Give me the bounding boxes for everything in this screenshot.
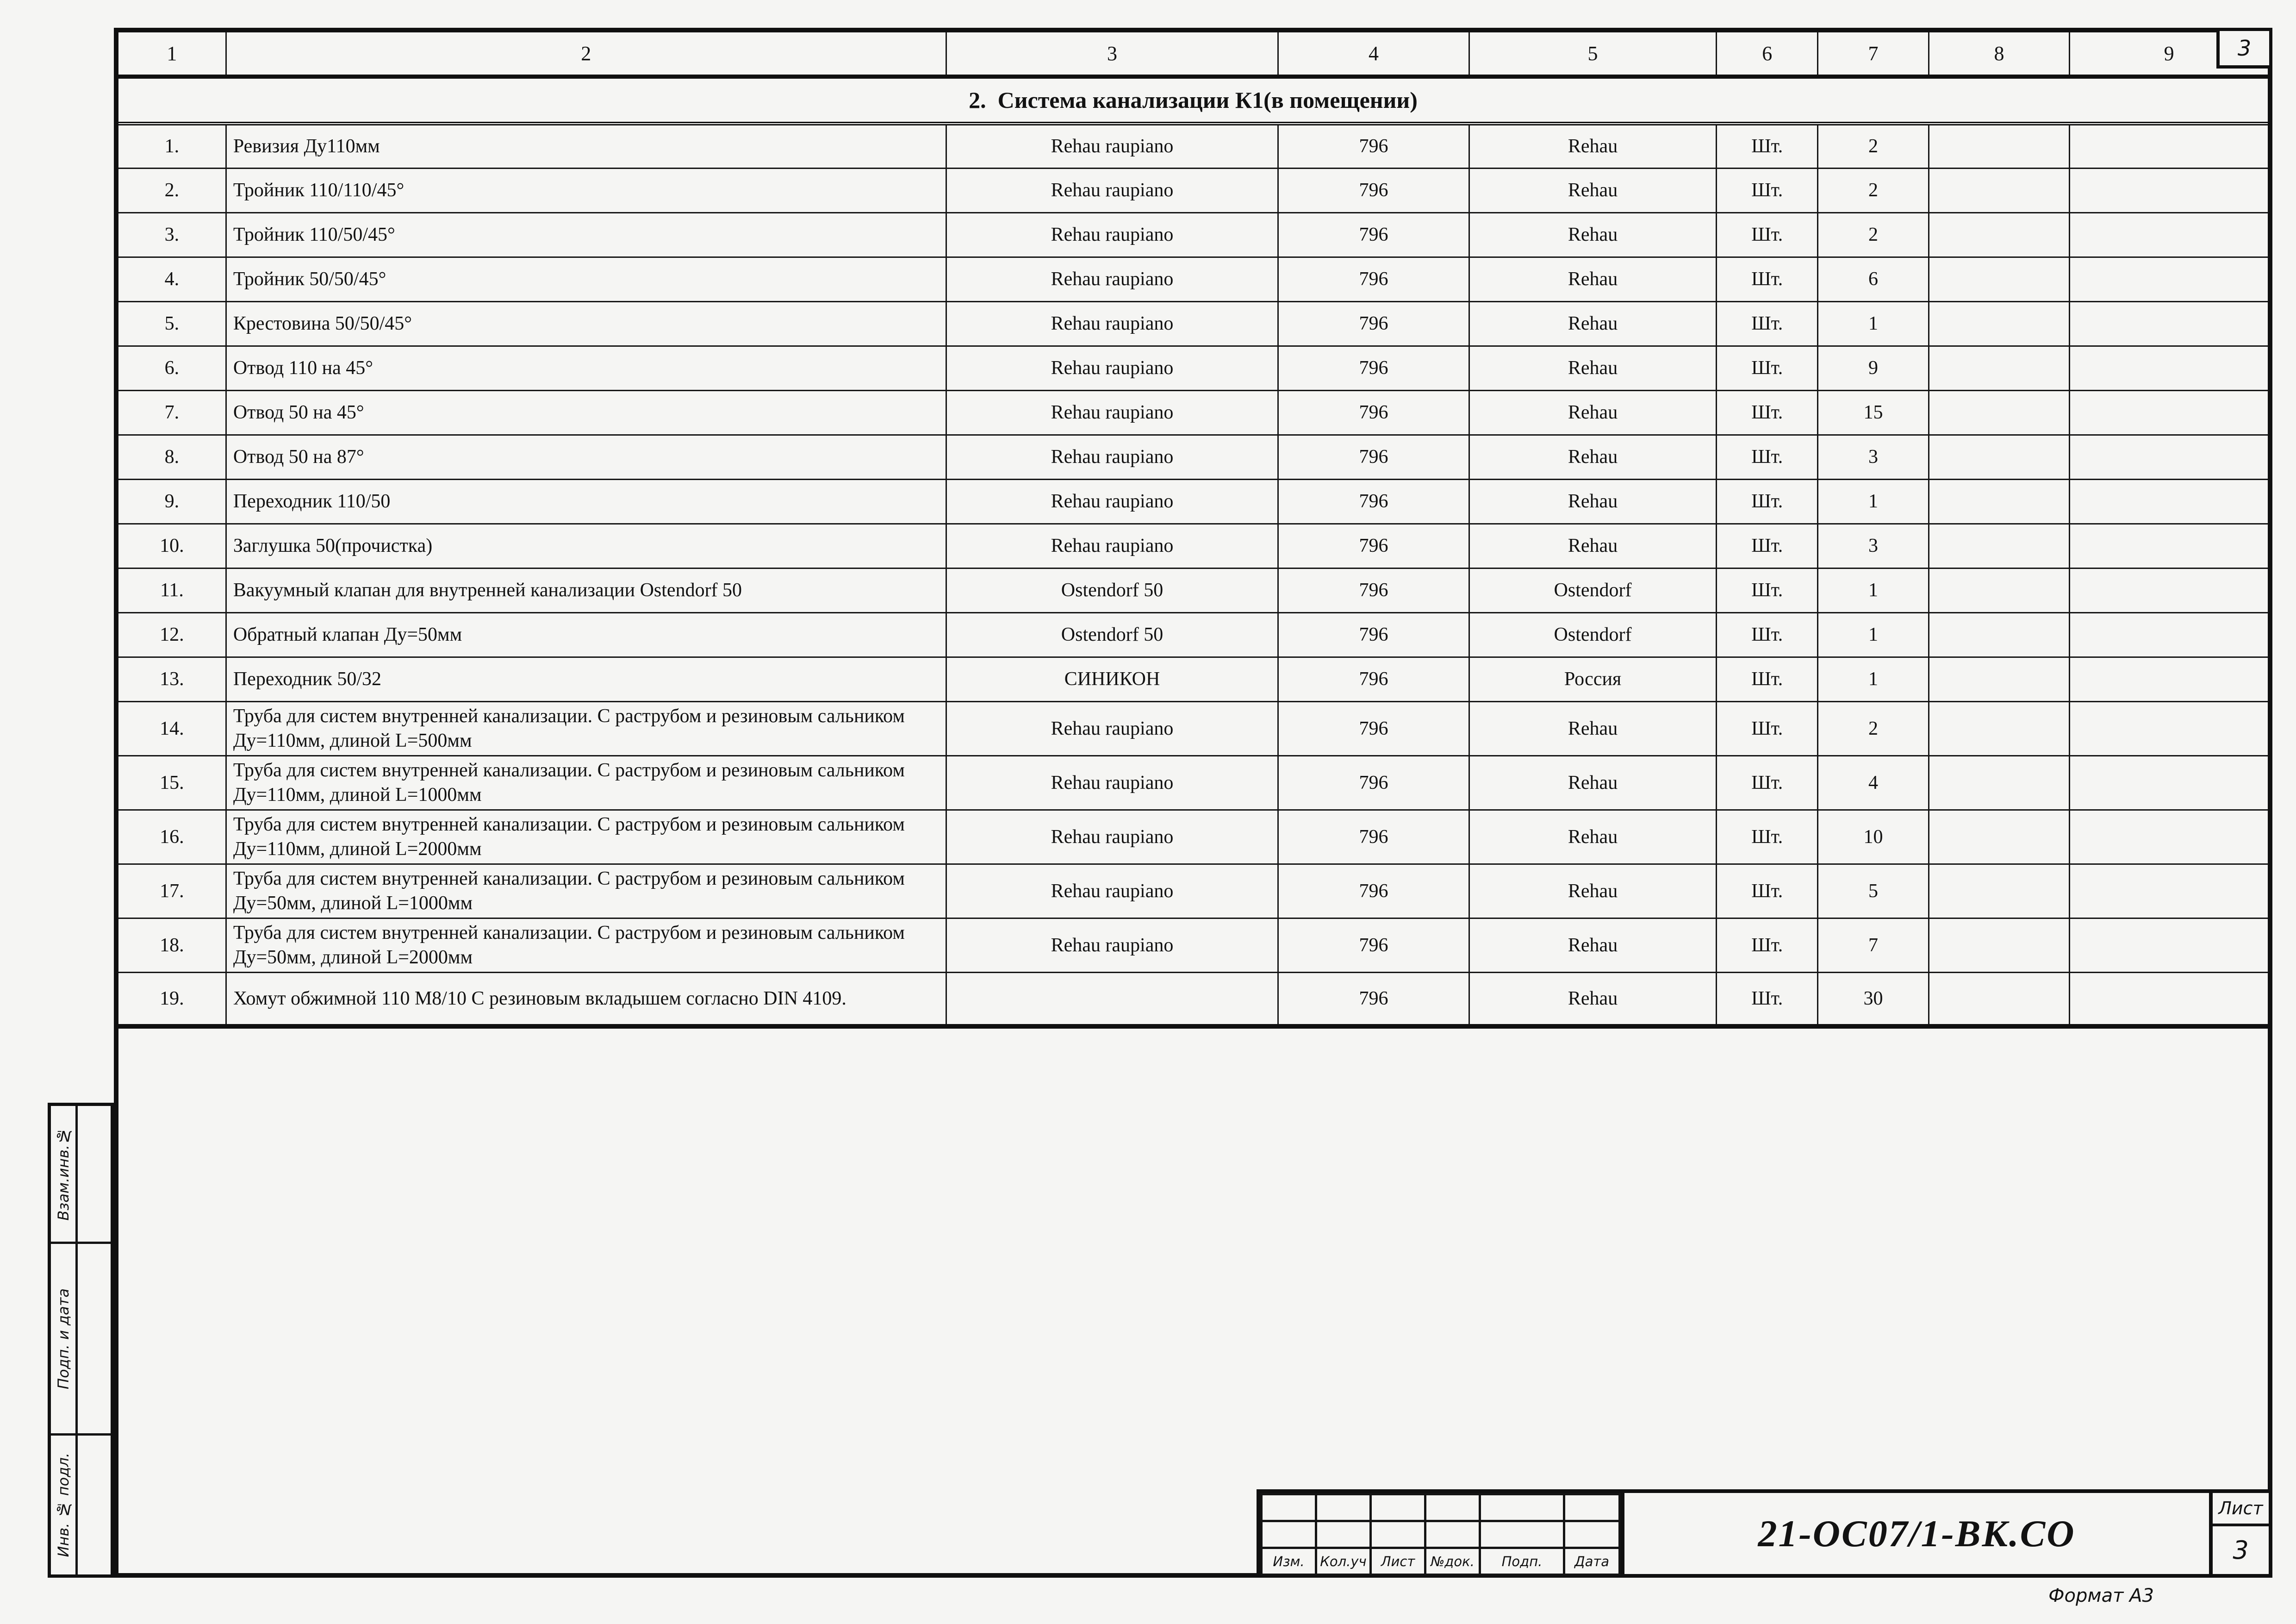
manufacturer-cell: Rehau xyxy=(1469,346,1717,390)
row-number-cell: 5. xyxy=(116,301,226,346)
manufacturer-cell: Rehau xyxy=(1469,918,1717,972)
item-code-cell: 796 xyxy=(1278,524,1469,568)
spec-table-body xyxy=(116,124,2270,1026)
revision-row-empty xyxy=(1262,1494,1620,1521)
column-number-row xyxy=(116,30,2270,76)
revision-cell xyxy=(1262,1494,1316,1521)
side-stamp-blank xyxy=(78,1106,111,1244)
item-name-cell: Труба для систем внутренней канализации. С раструбом и резиновым сальником Ду=110мм, длиной L=1000мм xyxy=(226,756,946,810)
unit-cell: Шт. xyxy=(1717,657,1818,701)
side-stamp-cell-podp xyxy=(51,1244,78,1436)
manufacturer-cell: Rehau xyxy=(1469,212,1717,257)
manufacturer-cell: Rehau xyxy=(1469,810,1717,864)
row-number-cell: 3. xyxy=(116,212,226,257)
item-name-cell: Труба для систем внутренней канализации. С раструбом и резиновым сальником Ду=110мм, длиной L=2000мм xyxy=(226,810,946,864)
document-code: 21-ОС07/1-ВК.СО xyxy=(1758,1512,2076,1555)
empty-cell xyxy=(2070,810,2270,864)
item-type-cell: Rehau raupiano xyxy=(946,346,1278,390)
empty-cell xyxy=(2070,124,2270,168)
quantity-cell: 5 xyxy=(1818,864,1929,918)
empty-cell xyxy=(1929,918,2069,972)
empty-cell xyxy=(1929,756,2069,810)
revision-header-podp: Подп. xyxy=(1480,1548,1564,1575)
corner-sheet-number-box xyxy=(2216,28,2272,69)
side-stamp xyxy=(48,1103,114,1578)
item-name-cell: Вакуумный клапан для внутренней канализации Ostendorf 50 xyxy=(226,568,946,612)
unit-cell: Шт. xyxy=(1717,390,1818,435)
row-number-cell: 8. xyxy=(116,435,226,479)
unit-cell: Шт. xyxy=(1717,864,1818,918)
unit-cell: Шт. xyxy=(1717,701,1818,756)
item-type-cell: Rehau raupiano xyxy=(946,701,1278,756)
column-number: 2 xyxy=(226,30,946,76)
item-type-cell: Rehau raupiano xyxy=(946,390,1278,435)
item-code-cell: 796 xyxy=(1278,568,1469,612)
unit-cell: Шт. xyxy=(1717,568,1818,612)
revision-row-empty xyxy=(1262,1521,1620,1548)
item-type-cell: Rehau raupiano xyxy=(946,435,1278,479)
item-name-cell: Труба для систем внутренней канализации. С раструбом и резиновым сальником Ду=110мм, длиной L=500мм xyxy=(226,701,946,756)
format-label: Формат А3 xyxy=(2048,1585,2154,1606)
empty-cell xyxy=(1929,346,2069,390)
item-type-cell: Rehau raupiano xyxy=(946,257,1278,301)
quantity-cell: 2 xyxy=(1818,701,1929,756)
manufacturer-cell: Rehau xyxy=(1469,972,1717,1026)
revision-cell xyxy=(1425,1521,1480,1548)
row-number-cell: 7. xyxy=(116,390,226,435)
unit-cell: Шт. xyxy=(1717,612,1818,657)
item-code-cell: 796 xyxy=(1278,612,1469,657)
revision-header-koluch: Кол.уч xyxy=(1316,1548,1371,1575)
sheet-label: Лист xyxy=(2213,1493,2269,1526)
title-block xyxy=(1257,1489,2272,1578)
empty-cell xyxy=(2070,346,2270,390)
table-row xyxy=(116,346,2270,390)
manufacturer-cell: Rehau xyxy=(1469,257,1717,301)
empty-cell xyxy=(1929,435,2069,479)
table-row xyxy=(116,168,2270,212)
manufacturer-cell: Ostendorf xyxy=(1469,568,1717,612)
manufacturer-cell: Rehau xyxy=(1469,168,1717,212)
empty-cell xyxy=(1929,212,2069,257)
quantity-cell: 1 xyxy=(1818,568,1929,612)
empty-cell xyxy=(1929,972,2069,1026)
table-row xyxy=(116,124,2270,168)
table-row xyxy=(116,864,2270,918)
side-stamp-blank xyxy=(78,1436,111,1574)
item-code-cell: 796 xyxy=(1278,657,1469,701)
revision-cell xyxy=(1371,1494,1425,1521)
item-name-cell: Отвод 110 на 45° xyxy=(226,346,946,390)
empty-cell xyxy=(1929,568,2069,612)
revision-cell xyxy=(1316,1494,1371,1521)
empty-cell xyxy=(2070,524,2270,568)
revision-cell xyxy=(1425,1494,1480,1521)
item-name-cell: Заглушка 50(прочистка) xyxy=(226,524,946,568)
table-row xyxy=(116,612,2270,657)
empty-cell xyxy=(2070,568,2270,612)
item-name-cell: Обратный клапан Ду=50мм xyxy=(226,612,946,657)
empty-cell xyxy=(2070,479,2270,524)
row-number-cell: 12. xyxy=(116,612,226,657)
quantity-cell: 2 xyxy=(1818,168,1929,212)
manufacturer-cell: Rehau xyxy=(1469,390,1717,435)
item-code-cell: 796 xyxy=(1278,346,1469,390)
item-type-cell: Rehau raupiano xyxy=(946,301,1278,346)
item-type-cell: Rehau raupiano xyxy=(946,864,1278,918)
side-stamp-cell-inv xyxy=(51,1436,78,1574)
item-name-cell: Тройник 110/50/45° xyxy=(226,212,946,257)
table-row xyxy=(116,756,2270,810)
revision-cell xyxy=(1564,1494,1620,1521)
empty-cell xyxy=(1929,524,2069,568)
revision-cell xyxy=(1480,1521,1564,1548)
item-code-cell: 796 xyxy=(1278,390,1469,435)
item-name-cell: Переходник 110/50 xyxy=(226,479,946,524)
unit-cell: Шт. xyxy=(1717,435,1818,479)
side-stamp-blank xyxy=(78,1244,111,1436)
revision-header-list: Лист xyxy=(1371,1548,1425,1575)
revision-table-wrap xyxy=(1260,1493,1624,1574)
row-number-cell: 4. xyxy=(116,257,226,301)
row-number-cell: 11. xyxy=(116,568,226,612)
revision-cell xyxy=(1371,1521,1425,1548)
quantity-cell: 4 xyxy=(1818,756,1929,810)
item-name-cell: Тройник 50/50/45° xyxy=(226,257,946,301)
empty-cell xyxy=(1929,864,2069,918)
column-number: 6 xyxy=(1717,30,1818,76)
empty-cell xyxy=(2070,612,2270,657)
manufacturer-cell: Rehau xyxy=(1469,524,1717,568)
quantity-cell: 6 xyxy=(1818,257,1929,301)
table-row xyxy=(116,390,2270,435)
item-name-cell: Отвод 50 на 45° xyxy=(226,390,946,435)
column-number: 4 xyxy=(1278,30,1469,76)
sheet-number-block xyxy=(2209,1493,2269,1574)
empty-cell xyxy=(2070,864,2270,918)
item-code-cell: 796 xyxy=(1278,301,1469,346)
side-stamp-label: Взам.инв.№ xyxy=(54,1127,72,1221)
item-code-cell: 796 xyxy=(1278,435,1469,479)
item-type-cell: Rehau raupiano xyxy=(946,524,1278,568)
column-number: 5 xyxy=(1469,30,1717,76)
table-row xyxy=(116,657,2270,701)
empty-cell xyxy=(2070,756,2270,810)
section-title: 2. Система канализации К1(в помещении) xyxy=(116,76,2270,124)
side-stamp-label: Инв. № подл. xyxy=(54,1453,72,1557)
item-type-cell: Rehau raupiano xyxy=(946,168,1278,212)
empty-cell xyxy=(1929,124,2069,168)
manufacturer-cell: Ostendorf xyxy=(1469,612,1717,657)
revision-header-data: Дата xyxy=(1564,1548,1620,1575)
row-number-cell: 10. xyxy=(116,524,226,568)
item-type-cell: Rehau raupiano xyxy=(946,756,1278,810)
item-type-cell xyxy=(946,972,1278,1026)
quantity-cell: 10 xyxy=(1818,810,1929,864)
row-number-cell: 17. xyxy=(116,864,226,918)
unit-cell: Шт. xyxy=(1717,479,1818,524)
manufacturer-cell: Rehau xyxy=(1469,479,1717,524)
item-type-cell: Ostendorf 50 xyxy=(946,612,1278,657)
revision-cell xyxy=(1262,1521,1316,1548)
quantity-cell: 9 xyxy=(1818,346,1929,390)
item-code-cell: 796 xyxy=(1278,479,1469,524)
item-type-cell: Rehau raupiano xyxy=(946,810,1278,864)
item-type-cell: Ostendorf 50 xyxy=(946,568,1278,612)
empty-cell xyxy=(2070,212,2270,257)
column-number: 3 xyxy=(946,30,1278,76)
item-type-cell: Rehau raupiano xyxy=(946,479,1278,524)
empty-cell xyxy=(2070,435,2270,479)
row-number-cell: 2. xyxy=(116,168,226,212)
table-row xyxy=(116,972,2270,1026)
manufacturer-cell: Rehau xyxy=(1469,301,1717,346)
table-row xyxy=(116,810,2270,864)
item-name-cell: Ревизия Ду110мм xyxy=(226,124,946,168)
item-code-cell: 796 xyxy=(1278,701,1469,756)
item-type-cell: Rehau raupiano xyxy=(946,212,1278,257)
item-name-cell: Переходник 50/32 xyxy=(226,657,946,701)
item-code-cell: 796 xyxy=(1278,918,1469,972)
row-number-cell: 13. xyxy=(116,657,226,701)
item-name-cell: Отвод 50 на 87° xyxy=(226,435,946,479)
unit-cell: Шт. xyxy=(1717,124,1818,168)
unit-cell: Шт. xyxy=(1717,810,1818,864)
quantity-cell: 2 xyxy=(1818,212,1929,257)
item-code-cell: 796 xyxy=(1278,756,1469,810)
table-row xyxy=(116,701,2270,756)
item-type-cell: Rehau raupiano xyxy=(946,918,1278,972)
item-name-cell: Хомут обжимной 110 М8/10 С резиновым вкладышем согласно DIN 4109. xyxy=(226,972,946,1026)
item-type-cell: СИНИКОН xyxy=(946,657,1278,701)
column-number: 7 xyxy=(1818,30,1929,76)
row-number-cell: 9. xyxy=(116,479,226,524)
quantity-cell: 3 xyxy=(1818,435,1929,479)
item-code-cell: 796 xyxy=(1278,810,1469,864)
manufacturer-cell: Rehau xyxy=(1469,435,1717,479)
empty-cell xyxy=(2070,390,2270,435)
quantity-cell: 1 xyxy=(1818,612,1929,657)
unit-cell: Шт. xyxy=(1717,524,1818,568)
empty-cell xyxy=(2070,972,2270,1026)
column-number: 1 xyxy=(116,30,226,76)
empty-cell xyxy=(1929,257,2069,301)
unit-cell: Шт. xyxy=(1717,168,1818,212)
item-code-cell: 796 xyxy=(1278,864,1469,918)
unit-cell: Шт. xyxy=(1717,918,1818,972)
row-number-cell: 6. xyxy=(116,346,226,390)
item-code-cell: 796 xyxy=(1278,212,1469,257)
revision-header-row xyxy=(1262,1548,1620,1575)
empty-cell xyxy=(1929,301,2069,346)
empty-cell xyxy=(1929,168,2069,212)
manufacturer-cell: Россия xyxy=(1469,657,1717,701)
sheet-number: 3 xyxy=(2233,1536,2249,1565)
table-row xyxy=(116,479,2270,524)
item-name-cell: Тройник 110/110/45° xyxy=(226,168,946,212)
table-row xyxy=(116,212,2270,257)
table-row xyxy=(116,568,2270,612)
empty-cell xyxy=(2070,657,2270,701)
specification-table xyxy=(114,28,2272,1029)
quantity-cell: 1 xyxy=(1818,301,1929,346)
revision-cell xyxy=(1480,1494,1564,1521)
row-number-cell: 16. xyxy=(116,810,226,864)
row-number-cell: 14. xyxy=(116,701,226,756)
revision-cell xyxy=(1316,1521,1371,1548)
table-row xyxy=(116,918,2270,972)
table-row xyxy=(116,301,2270,346)
unit-cell: Шт. xyxy=(1717,301,1818,346)
unit-cell: Шт. xyxy=(1717,756,1818,810)
item-name-cell: Труба для систем внутренней канализации. С раструбом и резиновым сальником Ду=50мм, длиной L=1000мм xyxy=(226,864,946,918)
item-type-cell: Rehau raupiano xyxy=(946,124,1278,168)
quantity-cell: 1 xyxy=(1818,479,1929,524)
revision-header-izm: Изм. xyxy=(1262,1548,1316,1575)
empty-cell xyxy=(1929,810,2069,864)
table-row xyxy=(116,435,2270,479)
quantity-cell: 2 xyxy=(1818,124,1929,168)
item-name-cell: Труба для систем внутренней канализации. С раструбом и резиновым сальником Ду=50мм, длиной L=2000мм xyxy=(226,918,946,972)
empty-cell xyxy=(2070,257,2270,301)
manufacturer-cell: Rehau xyxy=(1469,124,1717,168)
quantity-cell: 3 xyxy=(1818,524,1929,568)
quantity-cell: 15 xyxy=(1818,390,1929,435)
empty-cell xyxy=(1929,479,2069,524)
row-number-cell: 18. xyxy=(116,918,226,972)
quantity-cell: 7 xyxy=(1818,918,1929,972)
revision-cell xyxy=(1564,1521,1620,1548)
unit-cell: Шт. xyxy=(1717,212,1818,257)
empty-cell xyxy=(1929,657,2069,701)
column-number: 8 xyxy=(1929,30,2069,76)
side-stamp-cell-vzam xyxy=(51,1106,78,1244)
corner-sheet-number: 3 xyxy=(2237,36,2252,61)
empty-cell xyxy=(2070,918,2270,972)
item-code-cell: 796 xyxy=(1278,257,1469,301)
empty-cell xyxy=(2070,701,2270,756)
column-number: 9 xyxy=(2070,30,2270,76)
unit-cell: Шт. xyxy=(1717,346,1818,390)
manufacturer-cell: Rehau xyxy=(1469,756,1717,810)
item-name-cell: Крестовина 50/50/45° xyxy=(226,301,946,346)
unit-cell: Шт. xyxy=(1717,257,1818,301)
quantity-cell: 30 xyxy=(1818,972,1929,1026)
empty-cell xyxy=(1929,390,2069,435)
revision-table xyxy=(1260,1493,1621,1576)
row-number-cell: 15. xyxy=(116,756,226,810)
unit-cell: Шт. xyxy=(1717,972,1818,1026)
empty-cell xyxy=(1929,701,2069,756)
row-number-cell: 1. xyxy=(116,124,226,168)
item-code-cell: 796 xyxy=(1278,168,1469,212)
revision-header-ndok: №док. xyxy=(1425,1548,1480,1575)
side-stamp-label: Подп. и дата xyxy=(54,1288,72,1389)
manufacturer-cell: Rehau xyxy=(1469,701,1717,756)
empty-cell xyxy=(2070,301,2270,346)
section-title-row xyxy=(116,76,2270,124)
empty-cell xyxy=(1929,612,2069,657)
row-number-cell: 19. xyxy=(116,972,226,1026)
manufacturer-cell: Rehau xyxy=(1469,864,1717,918)
quantity-cell: 1 xyxy=(1818,657,1929,701)
table-row xyxy=(116,524,2270,568)
item-code-cell: 796 xyxy=(1278,124,1469,168)
table-row xyxy=(116,257,2270,301)
item-code-cell: 796 xyxy=(1278,972,1469,1026)
empty-cell xyxy=(2070,168,2270,212)
